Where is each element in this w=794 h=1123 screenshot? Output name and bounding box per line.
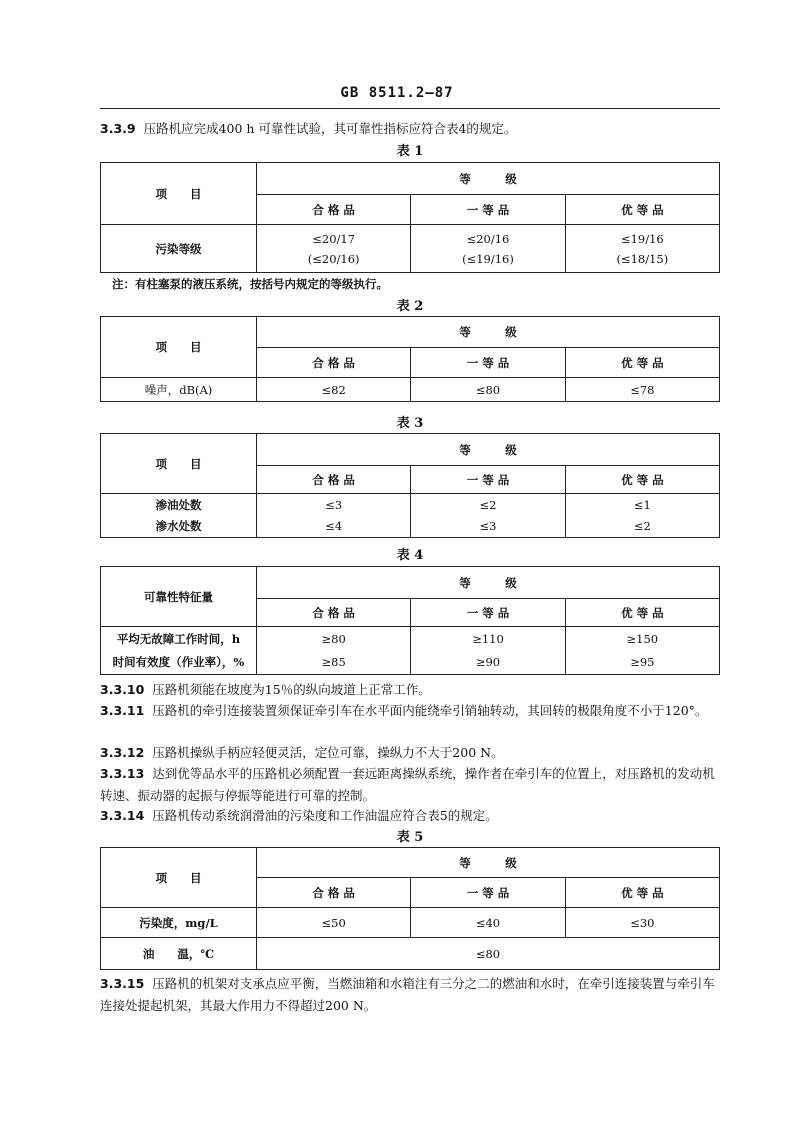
table-cell: ≤3 (257, 494, 411, 516)
table-cell: ≤30 (565, 908, 719, 938)
clause-number: 3.3.12 (100, 745, 145, 760)
grade-superior: 优 等 品 (565, 599, 719, 627)
table-cell: ≤3 (411, 516, 565, 538)
grade-header: 等 级 (257, 848, 720, 878)
table-cell: ≤78 (565, 378, 719, 402)
row-label: 渗水处数 (101, 516, 257, 538)
cell-value: (≤19/16) (462, 251, 514, 266)
table-5 (100, 847, 720, 970)
row-label: 渗油处数 (101, 494, 257, 516)
clause-3-3-10 (100, 679, 722, 701)
table-cell: ≥80 (257, 627, 411, 651)
clause-text: 压路机操纵手柄应轻便灵活，定位可靠，操纵力不大于200 N。 (152, 745, 504, 760)
table-cell: ≥85 (257, 651, 411, 675)
table-3-caption: 表 3 (396, 416, 424, 431)
clause-3-3-11 (100, 700, 722, 722)
clause-text: 压路机的牵引连接装置须保证牵引车在水平面内能绕牵引销轴转动，其回转的极限角度不小于120°。 (152, 703, 708, 718)
cell-value: ≤19/16 (620, 231, 664, 246)
clause-number: 3.3.11 (100, 703, 145, 718)
clause-number: 3.3.13 (100, 766, 145, 781)
grade-qualified: 合 格 品 (257, 878, 411, 908)
table-1-note: 注：有柱塞泵的液压系统，按括号内规定的等级执行。 (112, 277, 388, 291)
grade-first: 一 等 品 (411, 466, 565, 494)
table-4-caption: 表 4 (396, 548, 424, 563)
table-5-caption: 表 5 (396, 830, 424, 845)
clause-text: 压路机的机架对支承点应平衡，当燃油箱和水箱注有三分之二的燃油和水时，在牵引连接装置与牵引车连接处提起机架，其最大作用力不得超过200 N。 (100, 976, 715, 1013)
clause-text: 压路机传动系统润滑油的污染度和工作油温应符合表5的规定。 (152, 808, 498, 823)
row-label: 污染度，mg/L (101, 908, 257, 938)
table-cell: ≤2 (565, 516, 719, 538)
table-cell: ≤4 (257, 516, 411, 538)
grade-qualified: 合 格 品 (257, 466, 411, 494)
grade-qualified: 合 格 品 (257, 599, 411, 627)
clause-number: 3.3.14 (100, 808, 145, 823)
clause-3-3-13 (100, 763, 722, 807)
grade-qualified: 合 格 品 (257, 195, 411, 225)
cell-value: ≤20/17 (312, 231, 356, 246)
table-cell: ≤82 (257, 378, 411, 402)
grade-header: 等 级 (257, 567, 720, 599)
clause-3-3-15 (100, 973, 722, 1017)
table-cell (257, 225, 411, 273)
header-rule (100, 108, 720, 109)
table-cell: ≤40 (411, 908, 565, 938)
grade-superior: 优 等 品 (565, 466, 719, 494)
table-cell: ≥95 (565, 651, 719, 675)
row-label: 平均无故障工作时间，h (101, 627, 257, 651)
item-header: 可靠性特征量 (101, 567, 257, 627)
cell-value: (≤20/16) (307, 251, 360, 266)
item-header: 项 目 (101, 434, 257, 494)
table-4 (100, 566, 720, 675)
clause-3-3-12 (100, 742, 722, 764)
item-header: 项 目 (101, 848, 257, 908)
table-cell: ≥150 (565, 627, 719, 651)
clause-3-3-14 (100, 805, 722, 827)
row-label: 时间有效度（作业率），% (101, 651, 257, 675)
table-cell: ≤50 (257, 908, 411, 938)
table-cell: ≤2 (411, 494, 565, 516)
clause-text: 压路机应完成400 h 可靠性试验，其可靠性指标应符合表4的规定。 (143, 121, 517, 136)
table-2 (100, 316, 720, 402)
grade-header: 等 级 (257, 434, 720, 466)
grade-superior: 优 等 品 (565, 878, 719, 908)
grade-first: 一 等 品 (411, 599, 565, 627)
item-header: 项 目 (101, 163, 257, 225)
grade-first: 一 等 品 (411, 878, 565, 908)
clause-number: 3.3.10 (100, 682, 145, 697)
row-label: 油 温，℃ (101, 938, 257, 970)
table-1-caption: 表 1 (396, 144, 424, 159)
row-label: 噪声，dB(A) (101, 378, 257, 402)
table-2-caption: 表 2 (396, 299, 424, 314)
table-cell: ≥110 (411, 627, 565, 651)
table-cell: ≤80 (257, 938, 720, 970)
cell-value: (≤18/15) (616, 251, 669, 266)
item-header: 项 目 (101, 317, 257, 378)
grade-header: 等 级 (257, 317, 720, 348)
document-header: GB 8511.2—87 (340, 85, 454, 101)
cell-value: ≤20/16 (466, 231, 510, 246)
grade-superior: 优 等 品 (565, 348, 719, 378)
clause-number: 3.3.15 (100, 976, 145, 991)
grade-qualified: 合 格 品 (257, 348, 411, 378)
table-cell: ≤1 (565, 494, 719, 516)
grade-first: 一 等 品 (411, 195, 565, 225)
grade-header: 等 级 (257, 163, 720, 195)
row-label: 污染等级 (101, 225, 257, 273)
clause-3-3-9 (100, 118, 722, 140)
clause-text: 压路机须能在坡度为15％的纵向坡道上正常工作。 (152, 682, 431, 697)
table-cell (411, 225, 565, 273)
grade-first: 一 等 品 (411, 348, 565, 378)
table-3 (100, 433, 720, 538)
table-cell: ≥90 (411, 651, 565, 675)
clause-number: 3.3.9 (100, 121, 136, 136)
table-cell: ≤80 (411, 378, 565, 402)
grade-superior: 优 等 品 (565, 195, 719, 225)
table-1 (100, 162, 720, 273)
clause-text: 达到优等品水平的压路机必须配置一套远距离操纵系统，操作者在牵引车的位置上，对压路机的发动机转速、振动器的起振与停振等能进行可靠的控制。 (100, 766, 715, 803)
table-cell (565, 225, 719, 273)
